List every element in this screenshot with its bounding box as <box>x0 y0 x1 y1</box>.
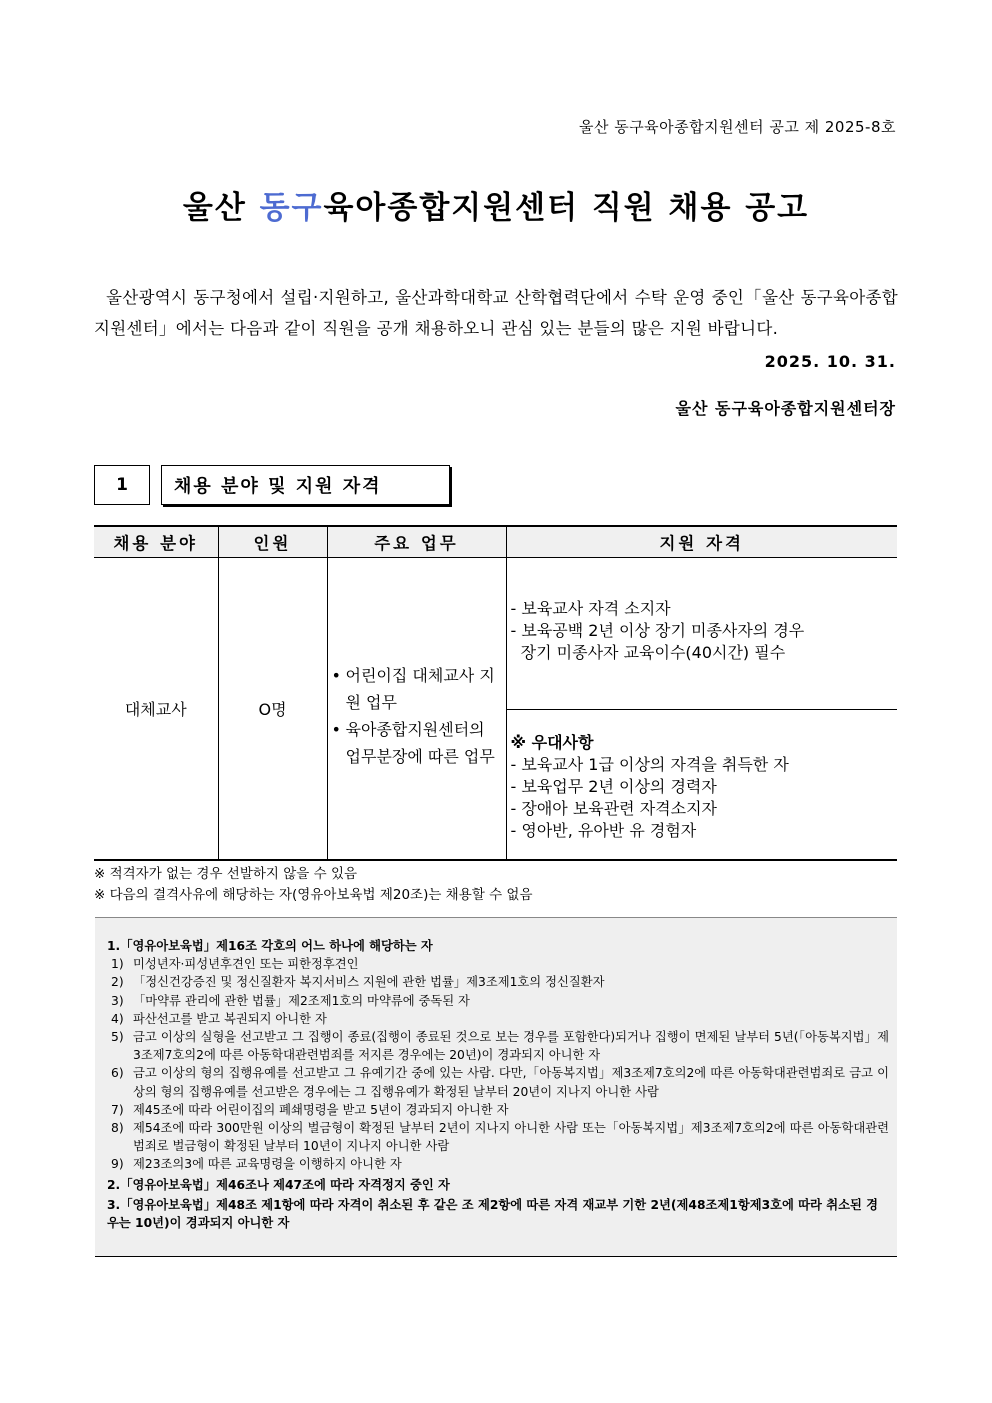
preference-item: - 보육교사 1급 이상의 자격을 취득한 자 <box>510 755 789 774</box>
signer: 울산 동구육아종합지원센터장 <box>675 399 896 418</box>
list-item: 3) 「마약류 관리에 관한 법률」제2조제1호의 마약류에 중독된 자 <box>111 993 470 1008</box>
section-title: 채용 분야 및 지원 자격 <box>161 465 450 505</box>
header-duties: 주요 업무 <box>327 526 506 558</box>
bullet: • <box>331 665 341 685</box>
title-highlight: 동구 <box>259 190 324 226</box>
duty-item: • 어린이집 대체교사 지원 업무 <box>332 662 502 716</box>
title-prefix: 울산 <box>182 190 260 226</box>
table-header-row <box>94 526 897 558</box>
list-item: 5) 금고 이상의 실형을 선고받고 그 집행이 종료(집행이 종료된 것으로 보는 경우를 포함한다)되거나 집행이 면제된 날부터 5년(「아동복지법」제3조제7호의2에 따른 아동학대관련범죄를 저지른 경우에는 20년)이 경과되지 아니한 자 <box>111 1030 889 1063</box>
disqualification-box <box>95 917 897 1257</box>
qualification-item: - 보육교사 자격 소지자 <box>510 599 671 618</box>
list-item: 1) 미성년자·피성년후견인 또는 피한정후견인 <box>111 957 359 972</box>
cell-qualifications <box>506 558 897 861</box>
preference-item: - 장애아 보육관련 자격소지자 <box>510 799 718 818</box>
disqualification-heading-2: 2.「영유아보육법」제46조나 제47조에 따라 자격정지 중인 자 <box>107 1177 450 1192</box>
cell-count: O명 <box>218 558 327 861</box>
list-item: 6) 금고 이상의 형의 집행유예를 선고받고 그 유예기간 중에 있는 사람. 다만,「아동복지법」제3조제7호의2에 따른 아동학대관련범죄로 금고 이상의 형의 집행유예를 선고받은 경우에는 그 집행유예가 확정된 날부터 20년이 지나지 아니한 사람 <box>111 1066 889 1099</box>
note-item: ※ 적격자가 없는 경우 선발하지 않을 수 있음 <box>94 866 358 882</box>
duty-item: • 육아종합지원센터의 업무분장에 따른 업무 <box>332 716 502 770</box>
bullet: • <box>331 719 341 739</box>
preference-item: - 영아반, 유아반 유 경험자 <box>510 821 697 840</box>
list-item: 9) 제23조의3에 따른 교육명령을 이행하지 아니한 자 <box>111 1157 402 1172</box>
header-qualifications: 지원 자격 <box>506 526 897 558</box>
header-field: 채용 분야 <box>94 526 218 558</box>
notice-date: 2025. 10. 31. <box>764 352 896 371</box>
note-item: ※ 다음의 결격사유에 해당하는 자(영유아보육법 제20조)는 채용할 수 없음 <box>94 887 533 903</box>
notice-number: 울산 동구육아종합지원센터 공고 제 2025-8호 <box>578 118 896 136</box>
header-count: 인원 <box>218 526 327 558</box>
intro-paragraph <box>94 282 898 344</box>
preference-item: - 보육업무 2년 이상의 경력자 <box>510 777 717 796</box>
notes <box>94 864 533 906</box>
list-item: 4) 파산선고를 받고 복권되지 아니한 자 <box>111 1011 327 1026</box>
table-row <box>94 558 897 861</box>
list-item: 7) 제45조에 따라 어린이집의 폐쇄명령을 받고 5년이 경과되지 아니한 자 <box>111 1102 509 1117</box>
preferences-list <box>507 710 898 859</box>
cell-field: 대체교사 <box>94 558 218 861</box>
cell-duties <box>327 558 506 861</box>
job-table <box>94 525 897 861</box>
list-item: 2) 「정신건강증진 및 정신질환자 복지서비스 지원에 관한 법률」제3조제1호의 정신질환자 <box>111 975 605 990</box>
qualifications-list <box>507 558 898 710</box>
title-suffix: 육아종합지원센터 직원 채용 공고 <box>323 190 810 226</box>
section-number: 1 <box>94 465 150 505</box>
qualification-item: - 보육공백 2년 이상 장기 미종사자의 경우 <box>510 621 805 640</box>
disqualification-heading-3: 3.「영유아보육법」제48조 제1항에 따라 자격이 취소된 후 같은 조 제2항에 따른 자격 재교부 기한 2년(제48조제1항제3호에 따라 취소된 경우는 10년)이 경과되지 아니한 자 <box>107 1197 879 1231</box>
qualification-item: 장기 미종사자 교육이수(40시간) 필수 <box>510 643 786 662</box>
intro-text: 울산광역시 동구청에서 설립·지원하고, 울산과학대학교 산학협력단에서 수탁 운영 중인「울산 동구육아종합지원센터」에서는 다음과 같이 직원을 공개 채용하오니 관심 있는 분들의 많은 지원 바랍니다. <box>94 288 898 338</box>
list-item: 8) 제54조에 따라 300만원 이상의 벌금형이 확정된 날부터 2년이 지나지 아니한 사람 또는「아동복지법」제3조제7호의2에 따른 아동학대관련범죄로 벌금형이 확정된 날부터 10년이 지나지 아니한 사람 <box>111 1121 889 1154</box>
disqualification-heading-1: 1.「영유아보육법」제16조 각호의 어느 하나에 해당하는 자 <box>107 939 433 953</box>
preferences-title: ※ 우대사항 <box>510 733 594 752</box>
page-title <box>0 182 992 227</box>
